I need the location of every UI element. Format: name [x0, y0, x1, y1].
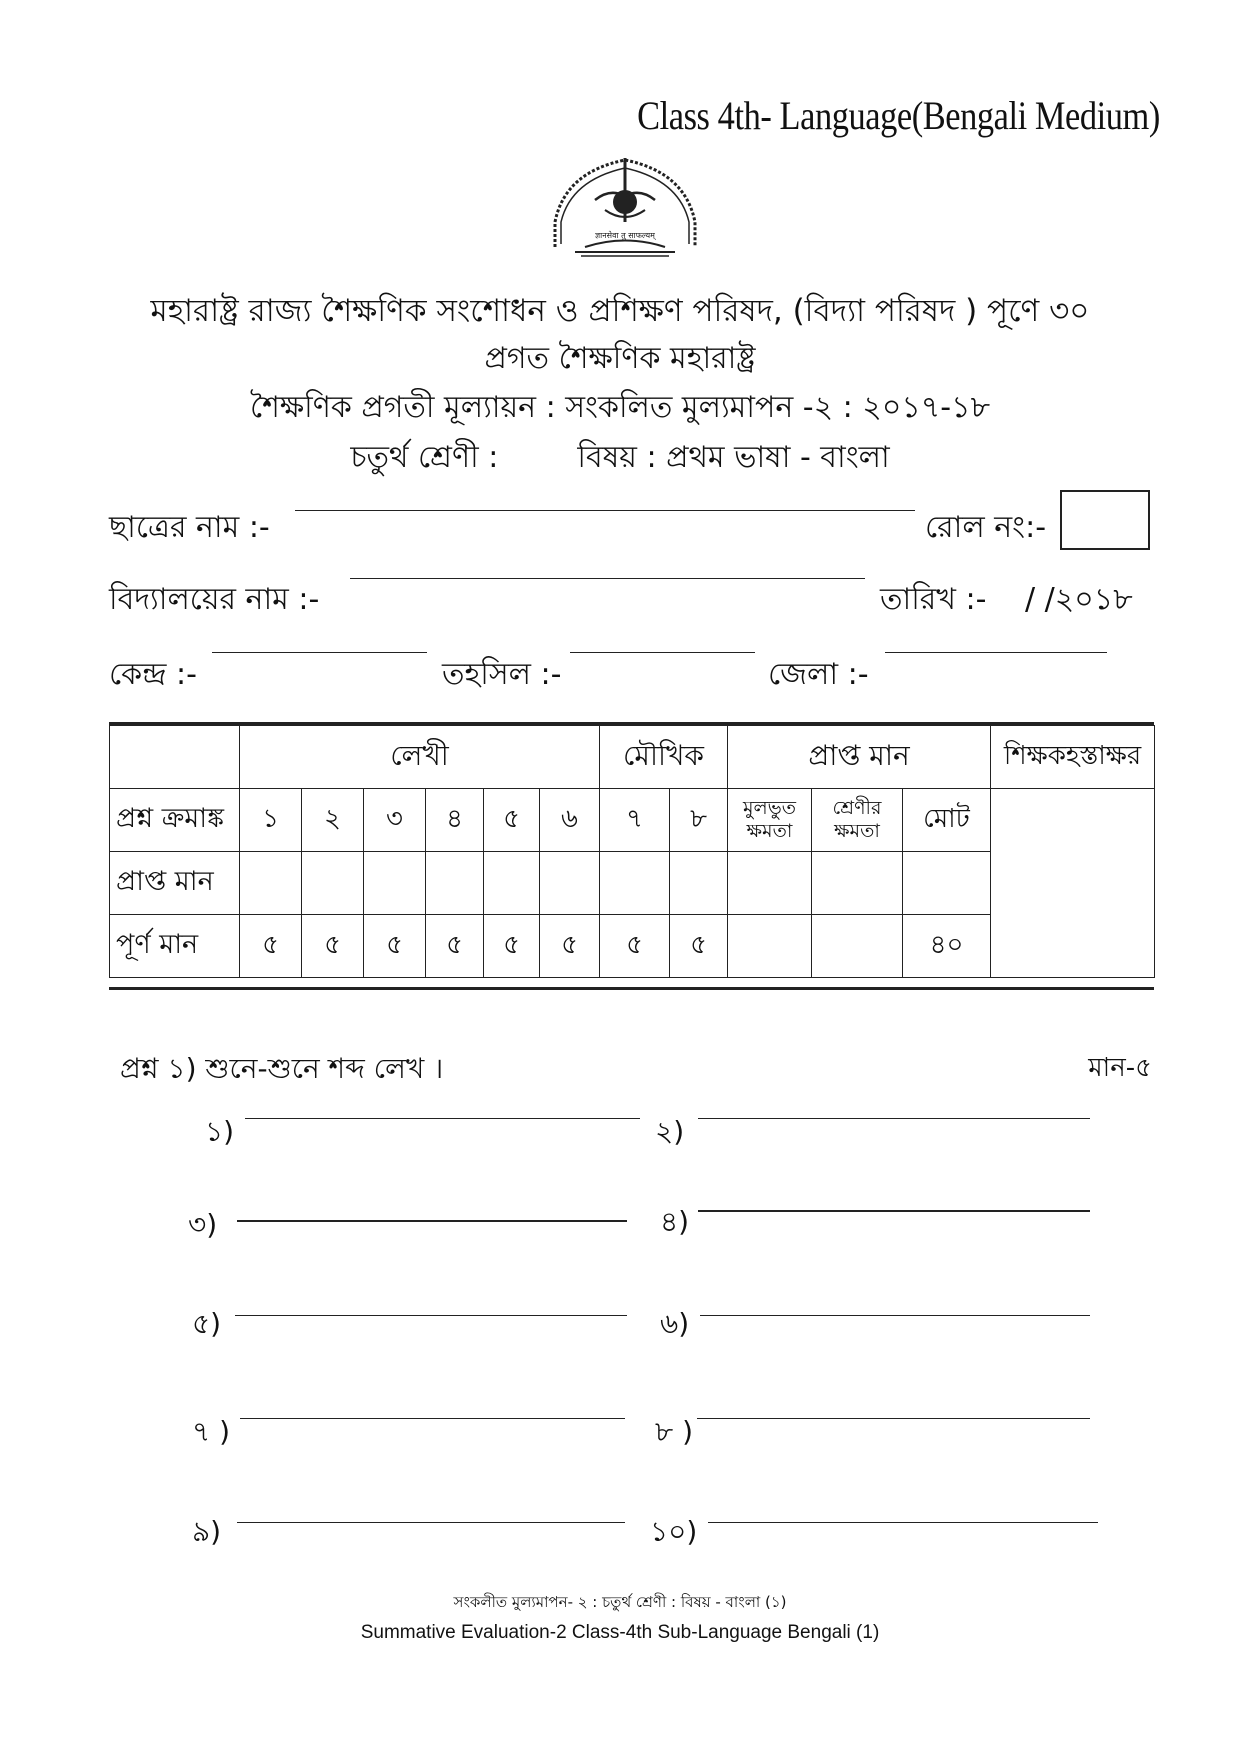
emblem-motto: ज्ञानसेवा तु साफल्यम् [595, 231, 655, 240]
obtained-cell[interactable] [903, 852, 991, 915]
obtained-cell[interactable] [364, 852, 426, 915]
answer-line-1[interactable] [245, 1118, 640, 1119]
council-name: মহারাষ্ট্র রাজ্য শৈক্ষণিক সংশোধন ও প্রশিক্ষণ পরিষদ, (বিদ্যা পরিষদ ) পূণে ৩০ [150, 293, 1090, 329]
question-no-cell: ৪ [426, 789, 484, 852]
full-marks-cell: ৫ [484, 915, 540, 978]
answer-line-8[interactable] [697, 1418, 1090, 1419]
answer-line-9[interactable] [237, 1522, 625, 1523]
full-marks-label: পূর্ণ মান [110, 915, 240, 978]
obtained-marks-label: প্রাপ্ত মান [110, 852, 240, 915]
motto-line: প্রগত শৈক্ষণিক মহারাষ্ট্র [484, 341, 756, 376]
evaluation-title: শৈক্ষণিক প্রগতী মূল্যায়ন : সংকলিত মুল্যমাপন -২ : ২০১৭-১৮ [249, 390, 991, 425]
centre-field[interactable] [212, 652, 427, 653]
answer-label-6: ৬) [660, 1307, 690, 1340]
date-label: তারিখ :- [880, 582, 987, 617]
district-field[interactable] [885, 652, 1107, 653]
question-no-cell: ২ [302, 789, 364, 852]
marks-table [109, 725, 1155, 978]
obtained-marks-header: প্রাপ্ত মান [728, 726, 991, 789]
answer-label-8: ৮ ) [655, 1415, 693, 1448]
roll-no-box[interactable] [1060, 490, 1150, 550]
class-label: চতুর্থ শ্রেণী : [350, 440, 499, 475]
answer-label-4: ৪) [660, 1205, 690, 1238]
subject-label: বিষয় : প্রথম ভাষা - বাংলা [577, 440, 890, 475]
question-1-marks: মান-৫ [1088, 1053, 1152, 1083]
school-name-field[interactable] [350, 578, 865, 579]
obtained-cell[interactable] [600, 852, 670, 915]
class-subject-line [0, 433, 1240, 484]
answer-line-2[interactable] [698, 1118, 1090, 1119]
tehsil-label: তহসিল :- [442, 657, 562, 692]
empty-header-cell [110, 726, 240, 789]
district-label: জেলা :- [768, 657, 869, 692]
full-marks-cell: ৫ [540, 915, 600, 978]
date-value[interactable]: / /২০১৮ [1025, 582, 1133, 617]
full-marks-cell: ৫ [600, 915, 670, 978]
question-no-cell: ৮ [670, 789, 728, 852]
teacher-sign-cell[interactable] [991, 789, 1155, 978]
roll-no-label: রোল নং:- [925, 510, 1047, 545]
obtained-cell[interactable] [484, 852, 540, 915]
question-no-cell: ৩ [364, 789, 426, 852]
table-row-question-no [110, 789, 1155, 852]
question-no-cell: ৬ [540, 789, 600, 852]
question-no-cell: ১ [240, 789, 302, 852]
full-marks-cell: ৫ [670, 915, 728, 978]
student-name-field[interactable] [295, 510, 915, 511]
footer-english: Summative Evaluation-2 Class-4th Sub-Language Bengali (1) [360, 1622, 880, 1643]
centre-label: কেন্দ্র :- [109, 657, 197, 692]
full-marks-cell: ৫ [364, 915, 426, 978]
obtained-cell[interactable] [540, 852, 600, 915]
answer-label-5: ৫) [192, 1307, 222, 1340]
question-no-cell: ৭ [600, 789, 670, 852]
full-marks-cell: ৫ [426, 915, 484, 978]
written-header: লেখী [240, 726, 600, 789]
basic-ability-header: মুলভুত ক্ষমতা [728, 789, 812, 852]
answer-line-5[interactable] [235, 1315, 627, 1316]
answer-line-3[interactable] [237, 1220, 627, 1222]
student-name-label: ছাত্রের নাম :- [109, 510, 270, 545]
class-ability-header: শ্রেণীর ক্ষমতা [812, 789, 903, 852]
footer-bengali: সংকলীত মুল্যমাপন- ২ : চতুর্থ শ্রেণী : বিষয় - বাংলা (১) [453, 1593, 787, 1611]
full-total-cell: ৪০ [903, 915, 991, 978]
tehsil-field[interactable] [570, 652, 755, 653]
obtained-cell[interactable] [302, 852, 364, 915]
question-no-label: প্রশ্ন ক্রমাঙ্ক [110, 789, 240, 852]
answer-label-7: ৭ ) [192, 1415, 231, 1448]
board-emblem-logo [545, 152, 705, 262]
obtained-cell[interactable] [670, 852, 728, 915]
answer-line-10[interactable] [708, 1522, 1098, 1523]
school-name-label: বিদ্যালয়ের নাম :- [109, 582, 320, 617]
obtained-cell[interactable] [240, 852, 302, 915]
obtained-cell[interactable] [728, 852, 812, 915]
answer-label-9: ৯) [192, 1515, 222, 1548]
total-header: মোট [903, 789, 991, 852]
answer-label-3: ৩) [188, 1208, 218, 1241]
obtained-cell[interactable] [812, 852, 903, 915]
answer-line-6[interactable] [700, 1315, 1090, 1316]
obtained-cell[interactable] [426, 852, 484, 915]
answer-line-4[interactable] [698, 1210, 1090, 1212]
oral-header: মৌখিক [600, 726, 728, 789]
teacher-sign-header: শিক্ষকহস্তাক্ষর [991, 726, 1155, 789]
table-header-row [110, 726, 1155, 789]
answer-line-7[interactable] [240, 1418, 625, 1419]
full-marks-cell [812, 915, 903, 978]
class-title: Class 4th- Language(Bengali Medium) [637, 93, 1160, 138]
question-no-cell: ৫ [484, 789, 540, 852]
full-marks-cell [728, 915, 812, 978]
full-marks-cell: ৫ [302, 915, 364, 978]
answer-label-1: ১) [205, 1115, 235, 1148]
answer-label-2: ২) [655, 1115, 685, 1148]
question-1-text: প্রশ্ন ১) শুনে-শুনে শব্দ লেখ । [120, 1052, 444, 1085]
answer-label-10: ১০) [650, 1515, 698, 1548]
full-marks-cell: ৫ [240, 915, 302, 978]
